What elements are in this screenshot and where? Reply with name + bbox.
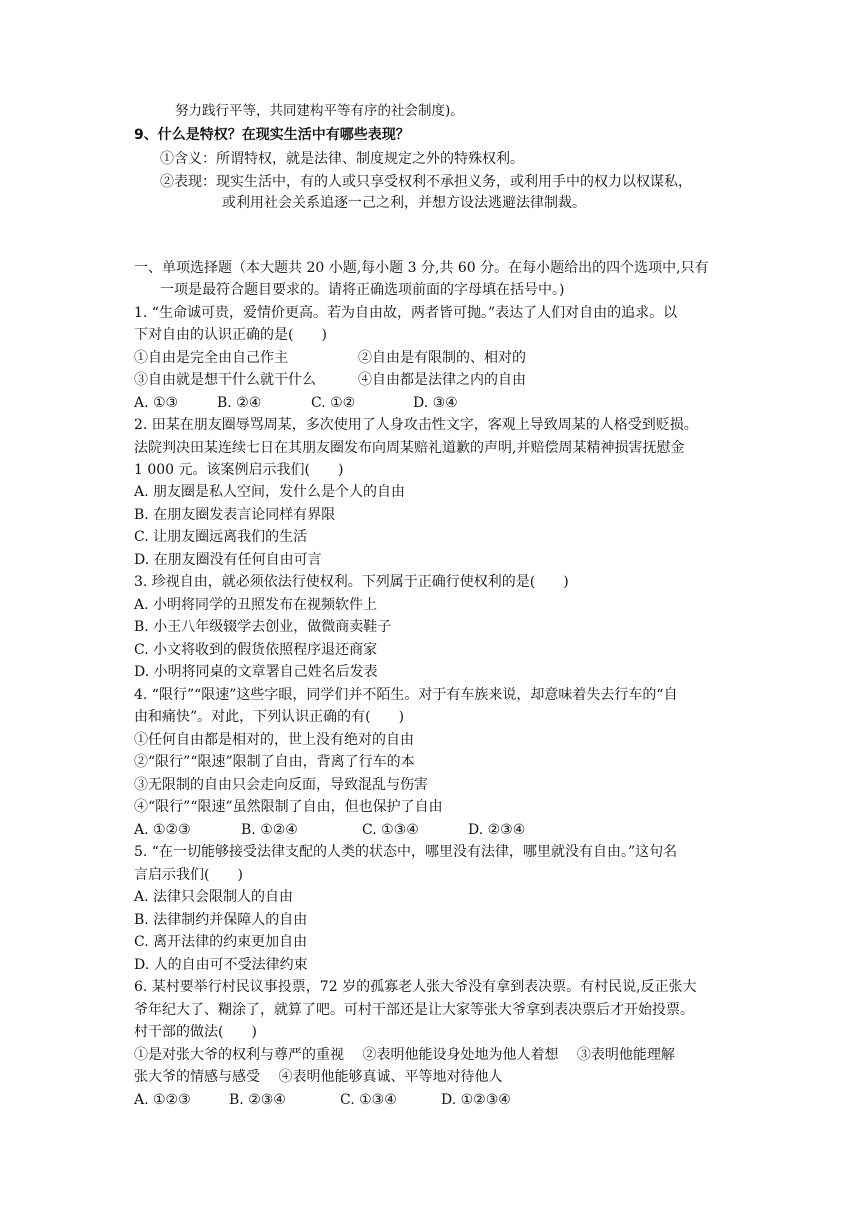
q1-stem-2: 下对自由的认识正确的是( )	[134, 327, 327, 343]
q4-option-2: ②“限行”“限速”限制了自由，背离了行车的本	[134, 754, 415, 770]
q6-stem-3: 村干部的做法( )	[134, 1024, 257, 1040]
q1-option-2: ②自由是有限制的、相对的	[358, 350, 526, 366]
q1-choice-a: A. ①③	[134, 395, 179, 411]
q2-stem-1: 2. 田某在朋友圈辱骂周某，多次使用了人身攻击性文字，客观上导致周某的人格受到贬损。	[134, 417, 698, 433]
q4-option-1: ①任何自由都是相对的，世上没有绝对的自由	[134, 732, 414, 748]
q2-choice-b: B. 在朋友圈发表言论同样有界限	[134, 507, 336, 523]
q5-choice-b: B. 法律制约并保障人的自由	[134, 912, 308, 928]
top-line-1: 努力践行平等，共同建构平等有序的社会制度)。	[175, 103, 464, 119]
q4-stem-1: 4. “限行”“限速”这些字眼，同学们并不陌生。对于有车族来说，却意味着失去行车的“自	[134, 687, 678, 703]
q4-choice-b: B. ①②④	[241, 822, 298, 838]
q4-choice-d: D. ②③④	[468, 822, 526, 838]
q5-choice-a: A. 法律只会限制人的自由	[134, 889, 294, 905]
q6-choice-c: C. ①③④	[340, 1092, 397, 1108]
q4-choice-c: C. ①③④	[362, 822, 419, 838]
q4-option-4: ④“限行”“限速”虽然限制了自由，但也保护了自由	[134, 799, 443, 815]
q3-choice-d: D. 小明将同桌的文章署自己姓名后发表	[134, 664, 378, 680]
q2-stem-2: 法院判决田某连续七日在其朋友圈发布向周某赔礼道歉的声明,并赔偿周某精神损害抚慰金	[134, 440, 685, 456]
q6-choice-d: D. ①②③④	[441, 1092, 511, 1108]
q3-choice-b: B. 小王八年级辍学去创业，做微商卖鞋子	[134, 619, 392, 635]
q1-option-3: ③自由就是想干什么就干什么	[134, 372, 316, 388]
q6-choice-a: A. ①②③	[134, 1092, 191, 1108]
q1-stem-1: 1. “生命诚可贵，爱情价更高。若为自由故，两者皆可抛。”表达了人们对自由的追求。以	[134, 305, 678, 321]
section-header-line-1: 一、单项选择题（本大题共 20 小题,每小题 3 分,共 60 分。在每小题给出的四个选项中,只有	[134, 260, 709, 276]
q5-stem-2: 言启示我们( )	[134, 867, 243, 883]
q5-choice-d: D. 人的自由可不受法律约束	[134, 957, 308, 973]
q2-choice-d: D. 在朋友圈没有任何自由可言	[134, 552, 322, 568]
q3-stem-1: 3. 珍视自由，就必须依法行使权利。下列属于正确行使权利的是( )	[134, 574, 569, 590]
q6-options-line-1: ①是对张大爷的权利与尊严的重视 ②表明他能设身处地为他人着想 ③表明他能理解	[134, 1047, 675, 1063]
q5-stem-1: 5. “在一切能够接受法律支配的人类的状态中，哪里没有法律，哪里就没有自由。”这句名	[134, 844, 678, 860]
q6-options-line-2: 张大爷的情感与感受 ④表明他能够真诚、平等地对待他人	[134, 1069, 503, 1085]
q1-option-4: ④自由都是法律之内的自由	[358, 372, 526, 388]
section-header-line-2: 一项是最符合题目要求的。请将正确选项前面的字母填在括号中。)	[160, 282, 565, 298]
q4-stem-2: 由和痛快”。对此，下列认识正确的有( )	[134, 709, 405, 725]
q5-choice-c: C. 离开法律的约束更加自由	[134, 934, 308, 950]
q1-choice-b: B. ②④	[217, 395, 262, 411]
q6-stem-1: 6. 某村要举行村民议事投票，72 岁的孤寡老人张大爷没有拿到表决票。有村民说,反正张大	[134, 979, 697, 995]
q2-stem-3: 1 000 元。该案例启示我们( )	[134, 462, 344, 478]
q9-item-1: ①含义：所谓特权，就是法律、制度规定之外的特殊权利。	[160, 151, 524, 167]
q2-choice-a: A. 朋友圈是私人空间，发什么是个人的自由	[134, 484, 406, 500]
q6-stem-2: 爷年纪大了、糊涂了，就算了吧。可村干部还是让大家等张大爷拿到表决票后才开始投票。	[134, 1002, 694, 1018]
q9-item-2b: 或利用社会关系追逐一己之利，并想方设法逃避法律制裁。	[222, 195, 586, 211]
q3-choice-c: C. 小文将收到的假货依照程序退还商家	[134, 642, 378, 658]
q1-choice-d: D. ③④	[413, 395, 458, 411]
q4-choice-a: A. ①②③	[134, 822, 191, 838]
q4-option-3: ③无限制的自由只会走向反面，导致混乱与伤害	[134, 777, 428, 793]
q1-choice-c: C. ①②	[311, 395, 356, 411]
q1-option-1: ①自由是完全由自己作主	[134, 350, 288, 366]
q9-item-2a: ②表现：现实生活中，有的人或只享受权利不承担义务，或利用手中的权力以权谋私，	[160, 174, 692, 190]
q6-choice-b: B. ②③④	[229, 1092, 286, 1108]
q9-title: 9、什么是特权？在现实生活中有哪些表现？	[134, 127, 410, 143]
q2-choice-c: C. 让朋友圈远离我们的生活	[134, 529, 308, 545]
q3-choice-a: A. 小明将同学的丑照发布在视频软件上	[134, 597, 378, 613]
